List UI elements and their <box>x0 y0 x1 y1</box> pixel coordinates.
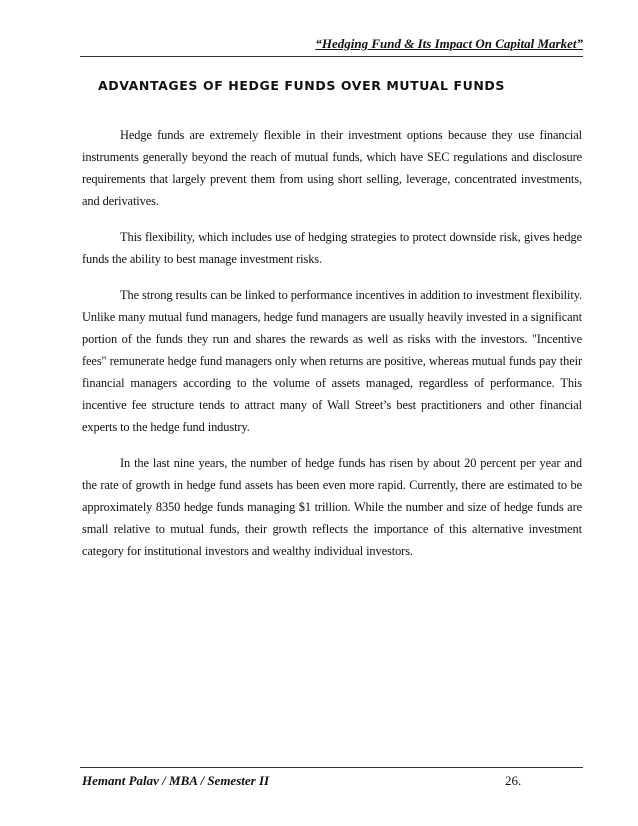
running-header-title: “Hedging Fund & Its Impact On Capital Market” <box>315 36 583 51</box>
paragraph-1: Hedge funds are extremely flexible in their investment options because they use financial instruments generally beyond the reach of mutual funds, which have SEC regulations and disclosure requirements that largely prevent them from using short selling, leverage, concentrated investments, and derivatives. <box>82 128 582 208</box>
paragraph-2: This flexibility, which includes use of hedging strategies to protect downside risk, gives hedge funds the ability to best manage investment risks. <box>82 230 582 266</box>
footer-author-line: Hemant Palav / MBA / Semester II <box>82 773 270 788</box>
footer-divider <box>80 767 583 768</box>
running-header <box>80 36 583 52</box>
paragraph-4: In the last nine years, the number of hedge funds has risen by about 20 percent per year and the rate of growth in hedge fund assets has been even more rapid. Currently, there are estimated to be approximately 8350 hedge funds managing $1 trillion. While the number and size of hedge funds are small relative to mutual funds, their growth reflects the importance of this alternative investment category for institutional investors and wealthy individual investors. <box>82 456 582 558</box>
header-divider <box>80 56 583 57</box>
body-text <box>82 124 582 576</box>
paragraph-3: The strong results can be linked to performance incentives in addition to investment flexibility. Unlike many mutual fund managers, hedge fund managers are usually heavily invested in a significant portion of the funds they run and shares the rewards as well as risks with the investors. "Incentive fees" remunerate hedge fund managers only when returns are positive, whereas mutual funds pay their financial managers according to the volume of assets managed, regardless of performance. This incentive fee structure tends to attract many of Wall Street’s best practitioners and other financial experts to the hedge fund industry. <box>82 288 582 434</box>
page-number: 26. <box>505 773 522 788</box>
section-heading: ADVANTAGES OF HEDGE FUNDS OVER MUTUAL FUNDS <box>97 78 505 93</box>
